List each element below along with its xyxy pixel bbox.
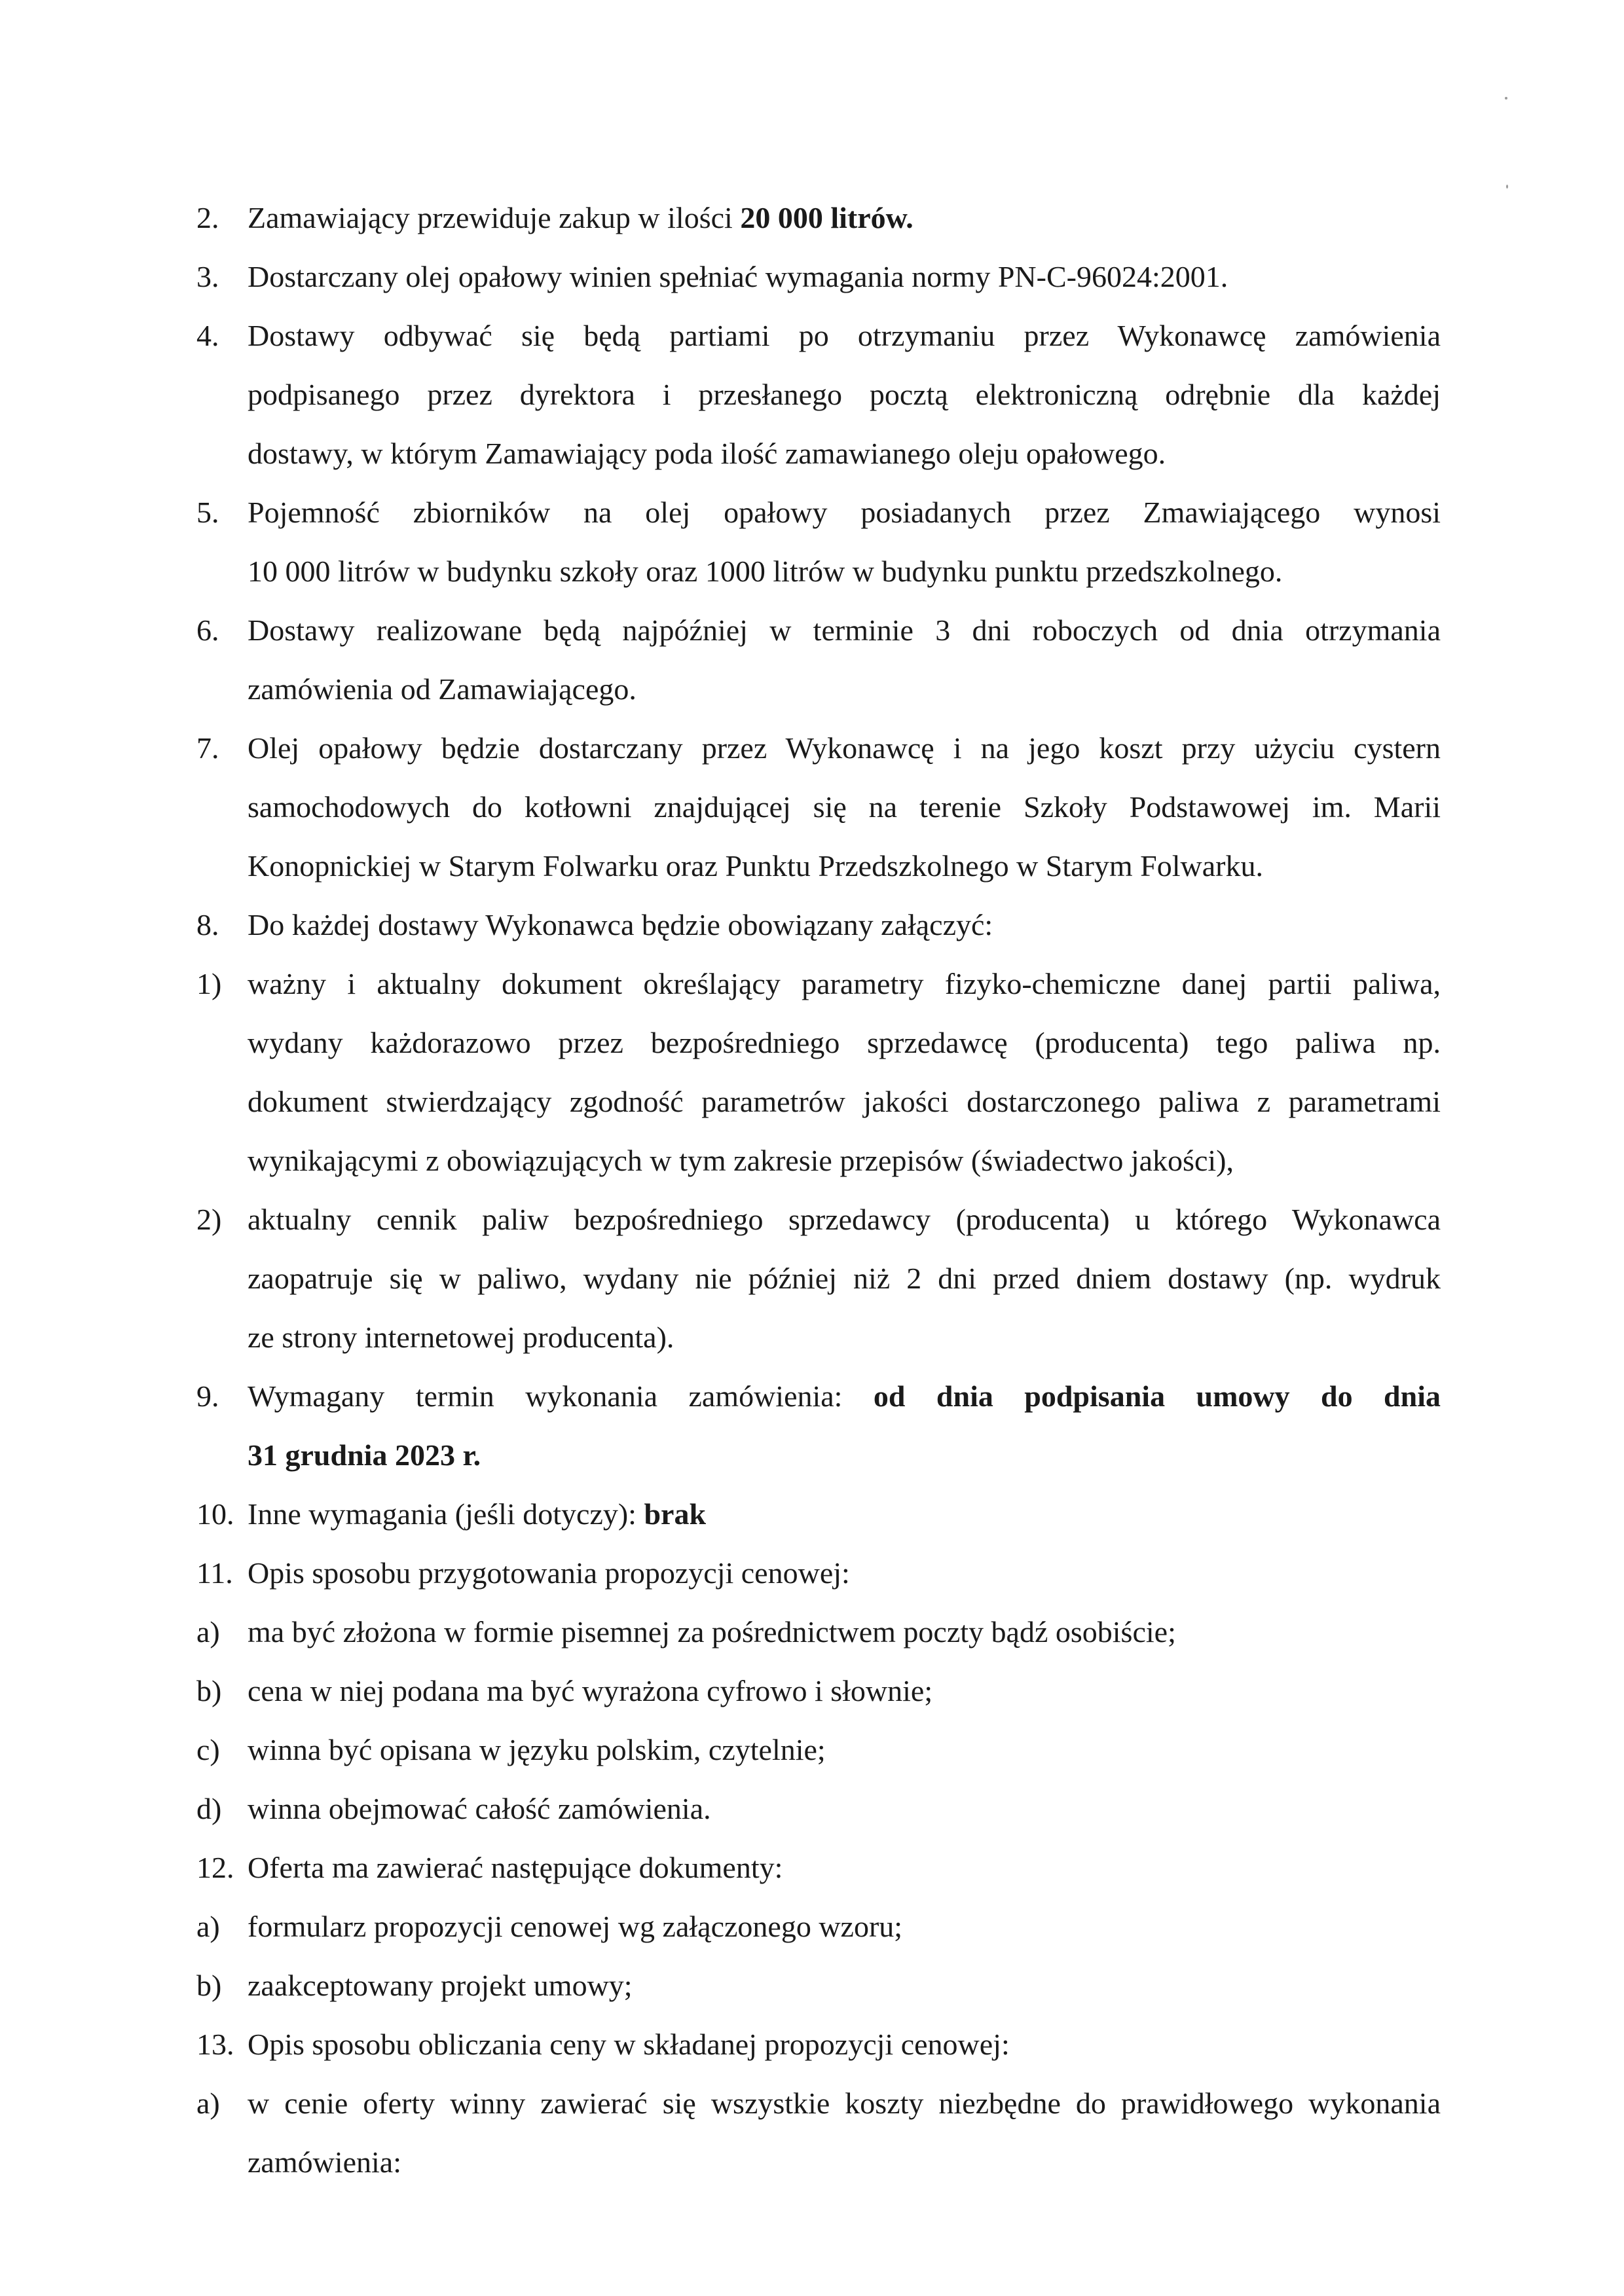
list-item — [196, 601, 1441, 719]
scan-speck — [1505, 97, 1507, 100]
text-line — [248, 2015, 1441, 2074]
list-item-text — [248, 719, 1441, 896]
text-run: Oferta ma zawierać następujące dokumenty: — [248, 1851, 783, 1884]
list-item-text — [248, 483, 1441, 601]
text-run: wynikającymi z obowiązujących w tym zakresie przepisów (świadectwo jakości), — [248, 1144, 1234, 1177]
list-item — [196, 719, 1441, 896]
text-line — [248, 483, 1441, 542]
text-run: dostawy, w którym Zamawiający poda ilość zamawianego oleju opałowego. — [248, 437, 1166, 470]
text-run: Do każdej dostawy Wykonawca będzie obowiązany załączyć: — [248, 908, 993, 941]
text-line — [248, 247, 1441, 306]
list-item-number: 2. — [196, 201, 219, 234]
list-item-text — [248, 1190, 1441, 1367]
list-item-text — [248, 189, 1441, 247]
list-item-text — [248, 1662, 1441, 1721]
bold-text-run: od dnia podpisania umowy do dnia — [873, 1379, 1441, 1413]
text-run: zaakceptowany projekt umowy; — [248, 1969, 633, 2002]
list-item-text — [248, 955, 1441, 1190]
list-item-number: c) — [196, 1733, 220, 1766]
list-item-number: 1) — [196, 967, 222, 1000]
text-line — [248, 1131, 1441, 1190]
text-run: samochodowych do kotłowni znajdującej się na terenie Szkoły Podstawowej im. Marii — [248, 790, 1441, 824]
list-item-number: 3. — [196, 260, 219, 293]
text-line — [248, 896, 1441, 955]
text-run: Wymagany termin wykonania zamówienia: — [248, 1379, 874, 1413]
text-run: cena w niej podana ma być wyrażona cyfrowo i słownie; — [248, 1674, 933, 1707]
text-run: winna obejmować całość zamówienia. — [248, 1792, 711, 1825]
list-item-number: a) — [196, 2086, 220, 2120]
text-line — [248, 306, 1441, 365]
list-item-text — [248, 1897, 1441, 1956]
text-run: Zamawiający przewiduje zakup w ilości — [248, 201, 741, 234]
list-item-number: 5. — [196, 496, 219, 529]
list-item-text — [248, 1485, 1441, 1544]
list-item — [196, 896, 1441, 955]
text-line — [248, 1838, 1441, 1897]
list-item-number: 7. — [196, 731, 219, 765]
list-item-number: 2) — [196, 1203, 222, 1236]
list-item-number: b) — [196, 1969, 222, 2002]
text-line — [248, 1308, 1441, 1367]
text-line — [248, 1721, 1441, 1779]
text-line — [248, 542, 1441, 601]
bold-text-run: 31 grudnia 2023 r. — [248, 1438, 481, 1472]
text-line — [248, 660, 1441, 719]
text-line — [248, 365, 1441, 424]
text-line — [248, 1367, 1441, 1426]
text-line — [248, 424, 1441, 483]
list-item — [196, 1956, 1441, 2015]
text-run: podpisanego przez dyrektora i przesłanego pocztą elektroniczną odrębnie dla każdej — [248, 378, 1441, 411]
bold-text-run: 20 000 litrów. — [740, 201, 913, 234]
list-item — [196, 483, 1441, 601]
text-run: Pojemność zbiorników na olej opałowy posiadanych przez Zmawiającego wynosi — [248, 496, 1441, 529]
text-run: wydany każdorazowo przez bezpośredniego sprzedawcę (producenta) tego paliwa np. — [248, 1026, 1441, 1059]
text-line — [248, 719, 1441, 778]
text-line — [248, 1072, 1441, 1131]
text-line — [248, 601, 1441, 660]
text-run: zaopatruje się w paliwo, wydany nie później niż 2 dni przed dniem dostawy (np. wydruk — [248, 1262, 1441, 1295]
list-item-number: a) — [196, 1615, 220, 1649]
text-run: Inne wymagania (jeśli dotyczy): — [248, 1497, 644, 1531]
list-item-text — [248, 601, 1441, 719]
list-item-text — [248, 1603, 1441, 1662]
list-item-text — [248, 2015, 1441, 2074]
text-line — [248, 1190, 1441, 1249]
text-line — [248, 778, 1441, 837]
text-run: Dostawy odbywać się będą partiami po otrzymaniu przez Wykonawcę zamówienia — [248, 319, 1441, 352]
text-run: zamówienia: — [248, 2145, 402, 2179]
list-item-text — [248, 1367, 1441, 1485]
text-line — [248, 2074, 1441, 2133]
list-item-number: 8. — [196, 908, 219, 941]
list-item — [196, 1662, 1441, 1721]
list-item — [196, 306, 1441, 483]
list-item-number: d) — [196, 1792, 222, 1825]
text-run: zamówienia od Zamawiającego. — [248, 672, 637, 706]
list-item-text — [248, 1779, 1441, 1838]
list-item — [196, 1544, 1441, 1603]
text-line — [248, 1544, 1441, 1603]
list-item — [196, 1779, 1441, 1838]
list-item — [196, 2015, 1441, 2074]
text-run: Opis sposobu obliczania ceny w składanej propozycji cenowej: — [248, 2028, 1010, 2061]
list-item-number: a) — [196, 1910, 220, 1943]
list-item — [196, 189, 1441, 247]
list-item — [196, 247, 1441, 306]
list-item-number: 12. — [196, 1851, 234, 1884]
list-item — [196, 955, 1441, 1190]
list-item — [196, 1367, 1441, 1485]
document-body — [196, 189, 1441, 2192]
text-run: Opis sposobu przygotowania propozycji cenowej: — [248, 1556, 850, 1590]
text-run: Olej opałowy będzie dostarczany przez Wykonawcę i na jego koszt przy użyciu cystern — [248, 731, 1441, 765]
text-run: ma być złożona w formie pisemnej za pośrednictwem poczty bądź osobiście; — [248, 1615, 1176, 1649]
list-item — [196, 1721, 1441, 1779]
list-item-text — [248, 1721, 1441, 1779]
list-item-number: b) — [196, 1674, 222, 1707]
list-item — [196, 1485, 1441, 1544]
text-run: aktualny cennik paliw bezpośredniego sprzedawcy (producenta) u którego Wykonawca — [248, 1203, 1441, 1236]
list-item-text — [248, 1838, 1441, 1897]
text-line — [248, 1779, 1441, 1838]
text-run: dokument stwierdzający zgodność parametrów jakości dostarczonego paliwa z parametrami — [248, 1085, 1441, 1118]
list-item-number: 4. — [196, 319, 219, 352]
list-item-text — [248, 2074, 1441, 2192]
text-line — [248, 1662, 1441, 1721]
list-item — [196, 1603, 1441, 1662]
scan-speck — [1506, 185, 1508, 189]
text-line — [248, 955, 1441, 1013]
text-run: w cenie oferty winny zawierać się wszystkie koszty niezbędne do prawidłowego wykonania — [248, 2086, 1441, 2120]
list-item — [196, 1190, 1441, 1367]
bold-text-run: brak — [644, 1497, 707, 1531]
text-line — [248, 1603, 1441, 1662]
list-item — [196, 1838, 1441, 1897]
text-line — [248, 1013, 1441, 1072]
text-run: ze strony internetowej producenta). — [248, 1321, 674, 1354]
text-line — [248, 1897, 1441, 1956]
text-run: formularz propozycji cenowej wg załączonego wzoru; — [248, 1910, 903, 1943]
text-run: ważny i aktualny dokument określający parametry fizyko-chemiczne danej partii paliwa, — [248, 967, 1441, 1000]
text-run: 10 000 litrów w budynku szkoły oraz 1000 litrów w budynku punktu przedszkolnego. — [248, 555, 1283, 588]
text-run: Dostawy realizowane będą najpóźniej w terminie 3 dni roboczych od dnia otrzymania — [248, 613, 1441, 647]
list-item-number: 6. — [196, 613, 219, 647]
text-line — [248, 1249, 1441, 1308]
text-line — [248, 189, 1441, 247]
list-item-text — [248, 1544, 1441, 1603]
list-item — [196, 2074, 1441, 2192]
text-run: Dostarczany olej opałowy winien spełniać wymagania normy PN-C-96024:2001. — [248, 260, 1228, 293]
text-line — [248, 1956, 1441, 2015]
list-item-text — [248, 1956, 1441, 2015]
list-item-text — [248, 247, 1441, 306]
text-line — [248, 1485, 1441, 1544]
list-item-text — [248, 306, 1441, 483]
text-run: Konopnickiej w Starym Folwarku oraz Punktu Przedszkolnego w Starym Folwarku. — [248, 849, 1263, 883]
list-item-number: 9. — [196, 1379, 219, 1413]
text-line — [248, 2133, 1441, 2192]
list-item-number: 13. — [196, 2028, 234, 2061]
list-item-number: 11. — [196, 1556, 233, 1590]
list-item-text — [248, 896, 1441, 955]
text-run: winna być opisana w języku polskim, czytelnie; — [248, 1733, 826, 1766]
list-item — [196, 1897, 1441, 1956]
list-item-number: 10. — [196, 1497, 234, 1531]
text-line — [248, 837, 1441, 896]
text-line — [248, 1426, 1441, 1485]
